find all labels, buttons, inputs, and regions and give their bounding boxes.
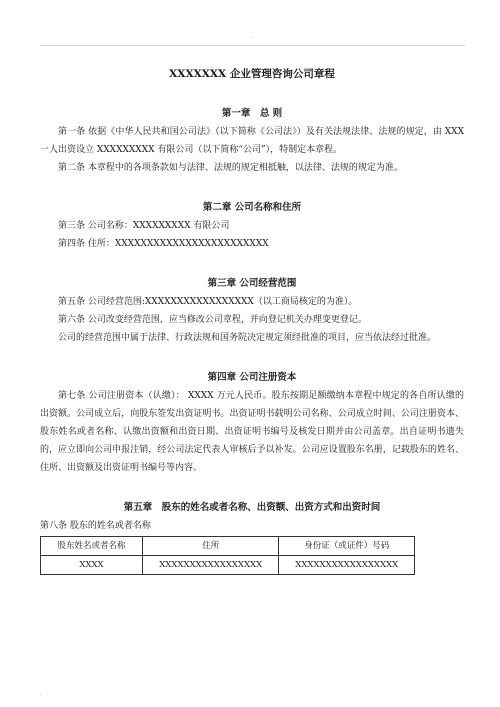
chapter-3-heading: 第三章 公司经营范围 — [207, 278, 297, 289]
article-6: 第六条 公司改变经营范围，应当修改公司章程，并向登记机关办理变更登记。 — [58, 315, 367, 325]
shareholder-table — [40, 536, 415, 575]
article-2: 第二条 本章程中的各项条款如与法律、法规的规定相抵触，以法律、法规的规定为准。 — [58, 163, 403, 173]
table-header-cell: 股东姓名或者名称 — [41, 537, 143, 556]
article-5: 第五条 公司经营范围:XXXXXXXXXXXXXXXXX（以工商局核定的为准）。 — [58, 297, 358, 307]
article-4: 第四条 住所：XXXXXXXXXXXXXXXXXXXXXXXX — [58, 239, 269, 249]
table-header-cell: 身份证（或证件）号码 — [279, 537, 415, 556]
document-body — [40, 62, 464, 575]
table-header-cell: 住所 — [142, 537, 278, 556]
article-1: 第一条 依据《中华人民共和国公司法》（以下简称《公司法》）及有关法规法律、法规的规定，由 XXX 一人出资设立 XXXXXXXXX 有限公司（以下简称“公司”），特制定本章程。 — [40, 127, 464, 155]
article-8: 第八条 股东的姓名或者名称 — [40, 521, 151, 531]
table-header-row — [41, 537, 415, 556]
footer-mark: . — [40, 690, 42, 697]
table-cell: XXXXXXXXXXXXXXXXX — [142, 556, 278, 575]
header-rule — [40, 45, 465, 46]
document-title: XXXXXXX 企业管理咨询公司章程 — [169, 68, 335, 80]
table-row — [41, 556, 415, 575]
chapter-5-heading: 第五章 股东的姓名或者名称、出资额、出资方式和出资时间 — [123, 502, 381, 513]
article-3: 第三条 公司名称：XXXXXXXXX 有限公司 — [58, 221, 230, 231]
article-7: 第七条 公司注册资本（认缴）： XXXX 万元人民币。股东按期足额缴纳本章程中规定的各自所认缴的出资额。公司成立后，向股东签发出资证明书。出资证明书载明公司名称、公司成立时间、公司注册资本、股东姓名或者名称、认缴出资额和出资日期、出资证明书编号及核发日期并由公司盖章。出自证明书遗失的，应立即向公司申报注销，经公司法定代表人审核后予以补发。公司应设置股东名册，记载股东的姓名、住所、出资额及出资证明书编号等内容。 — [40, 391, 464, 473]
business-scope-note: 公司的经营范围中属于法律、行政法规和国务院决定规定须经批准的项目，应当依法经过批准。 — [58, 333, 437, 343]
table-cell: XXXXXXXXXXXXXXXXX — [279, 556, 415, 575]
chapter-4-heading: 第四章 公司注册资本 — [207, 372, 297, 383]
table-cell: XXXX — [41, 556, 143, 575]
chapter-2-heading: 第二章 公司名称和住所 — [202, 202, 302, 213]
chapter-1-heading: 第一章 总 则 — [221, 108, 283, 119]
header-mark: . — [252, 33, 254, 40]
